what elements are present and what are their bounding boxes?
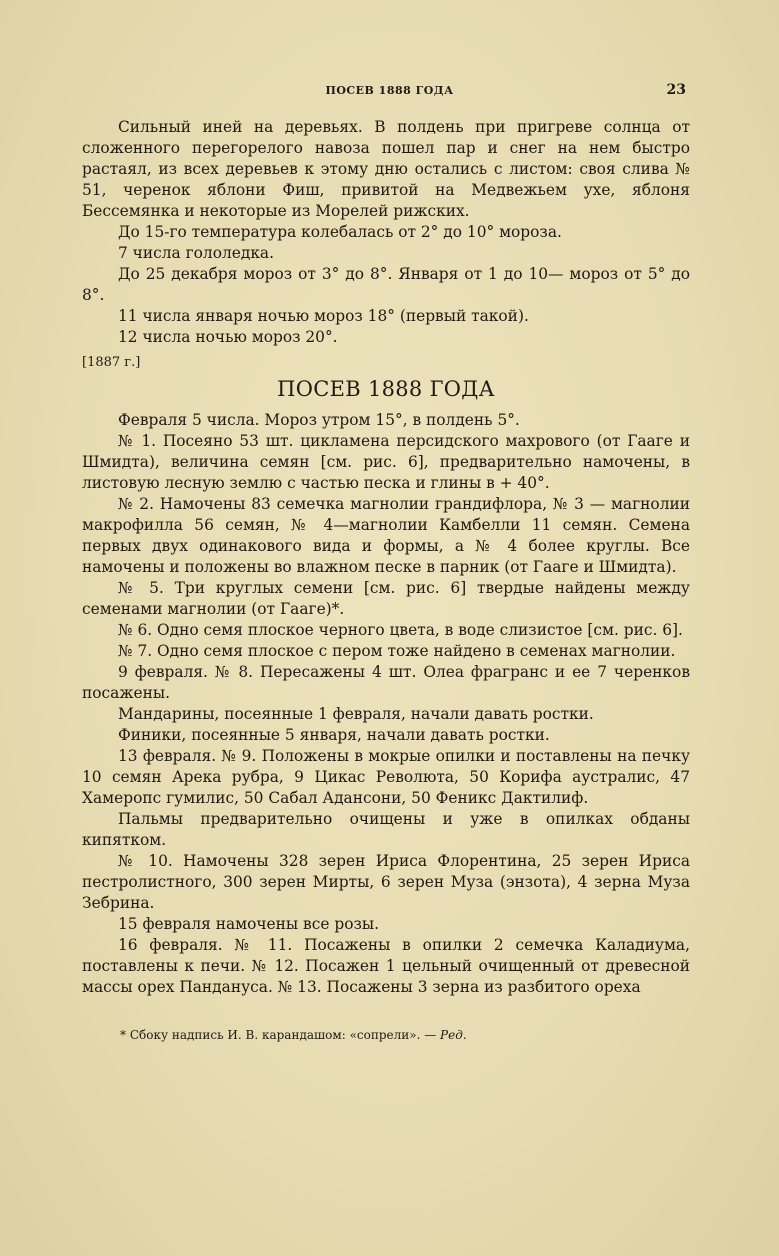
paragraph: № 2. Намочены 83 семечка магнолии грандифлора, № 3 — магнолии макрофилла 56 семян, № 4—магнолии Камбелли 11 семян. Семена первых двух одинакового вида и формы, а № 4 более круглы. Все намочены и положены во влажном песке в парник (от Гааге и Шмидта). — [82, 495, 690, 576]
paragraph: 9 февраля. № 8. Пересажены 4 шт. Олеа фрагранс и ее 7 черенков посажены. — [82, 663, 690, 702]
paragraph: № 1. Посеяно 53 шт. цикламена персидского махрового (от Гааге и Шмидта), величина семян [см. рис. 6], предварительно намочены, в листовую лесную землю с частью песка и глины в + 40°. — [82, 432, 690, 492]
paragraph: 11 числа января ночью мороз 18° (первый такой). — [118, 307, 529, 325]
paragraph: 16 февраля. № 11. Посажены в опилки 2 семечка Каладиума, поставлены к печи. № 12. Посажен 1 цельный очищенный от древесной массы орех Пандануса. № 13. Посажены 3 зерна из разбитого ореха — [82, 936, 690, 996]
paragraph: До 25 декабря мороз от 3° до 8°. Января от 1 до 10— мороз от 5° до 8°. — [82, 265, 690, 304]
paragraph: 7 числа гололедка. — [118, 244, 275, 262]
page-number: 23 — [666, 82, 686, 98]
paragraph: Финики, посеянные 5 января, начали давать ростки. — [118, 726, 550, 744]
footnote-text: * Сбоку надпись И. В. карандашом: «сопрели». — — [120, 1028, 441, 1042]
paragraph: До 15-го температура колебалась от 2° до 10° мороза. — [118, 223, 562, 241]
running-head — [0, 82, 779, 100]
paragraph: № 6. Одно семя плоское черного цвета, в воде слизистое [см. рис. 6]. — [118, 621, 683, 639]
paragraph: № 5. Три круглых семени [см. рис. 6] твердые найдены между семенами магнолии (от Гааге)*. — [82, 579, 690, 618]
running-title: ПОСЕВ 1888 ГОДА — [325, 84, 454, 97]
paragraph: Пальмы предварительно очищены и уже в опилках обданы кипятком. — [82, 810, 690, 849]
paragraph: Февраля 5 числа. Мороз утром 15°, в полдень 5°. — [118, 411, 520, 429]
paragraph: 12 числа ночью мороз 20°. — [118, 328, 338, 346]
body-text — [82, 117, 690, 998]
section-title: ПОСЕВ 1888 ГОДА — [277, 377, 495, 401]
paragraph: Мандарины, посеянные 1 февраля, начали давать ростки. — [118, 705, 594, 723]
paragraph: 13 февраля. № 9. Положены в мокрые опилки и поставлены на печку 10 семян Арека рубра, 9 Цикас Революта, 50 Корифа аустралис, 47 Хамеропс гумилис, 50 Сабал Адансони, 50 Феникс Дактилиф. — [82, 747, 690, 807]
year-bracket: [1887 г.] — [82, 355, 141, 370]
paragraph: № 7. Одно семя плоское с пером тоже найдено в семенах магнолии. — [118, 642, 676, 660]
paragraph: 15 февраля намочены все розы. — [118, 915, 379, 933]
paragraph: № 10. Намочены 328 зерен Ириса Флорентина, 25 зерен Ириса пестролистного, 300 зерен Мирты, 6 зерен Муза (энзота), 4 зерна Муза Зебрина. — [82, 852, 690, 912]
paragraph: Сильный иней на деревьях. В полдень при пригреве солнца от сложенного перегорелого навоза пошел пар и снег на нем быстро растаял, из всех деревьев к этому дню остались с листом: своя слива № 51, черенок яблони Фиш, привитой на Медвежьем ухе, яблоня Бессемянка и некоторые из Морелей рижских. — [82, 118, 690, 220]
footnote — [120, 1027, 690, 1043]
footnote-editor: Ред. — [440, 1028, 467, 1042]
